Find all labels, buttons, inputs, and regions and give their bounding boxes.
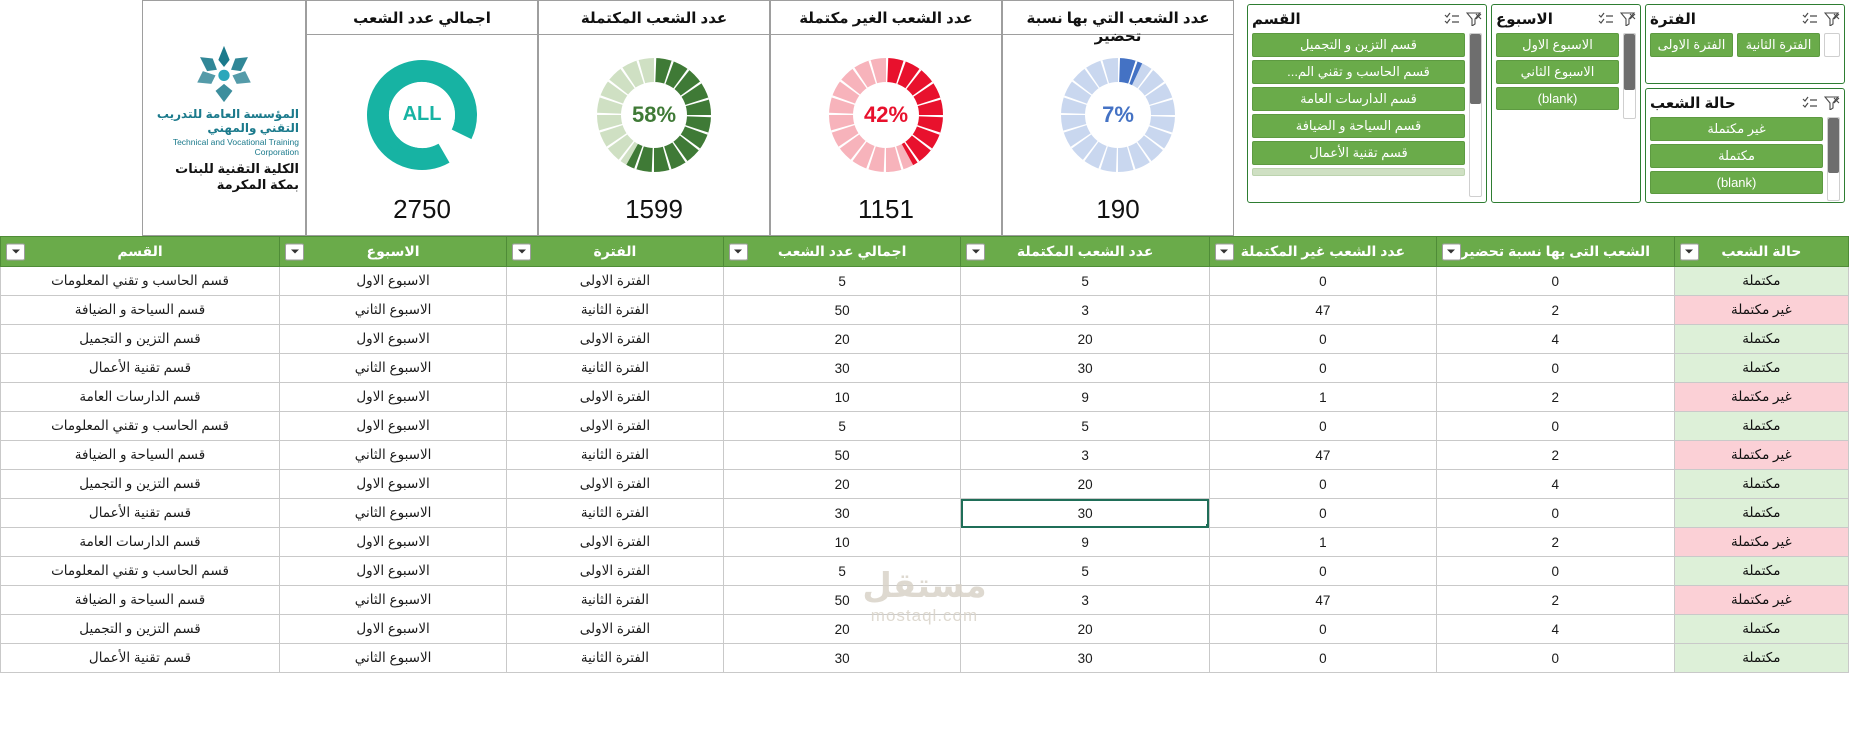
donut-uncompleted	[827, 56, 945, 174]
cell-week[interactable]: الاسبوع الاول	[280, 325, 507, 354]
cell-period[interactable]: الفترة الاولى	[507, 470, 724, 499]
cell-attendance[interactable]: 0	[1436, 499, 1674, 528]
cell-period[interactable]: الفترة الثانية	[507, 499, 724, 528]
cell-period[interactable]: الفترة الثانية	[507, 644, 724, 673]
column-header-department[interactable]	[1, 237, 280, 267]
clear-filter-icon[interactable]	[1620, 12, 1636, 26]
slicer-item-dept-6-partial[interactable]	[1252, 168, 1465, 176]
slicer-item-period-2[interactable]: الفترة الثانية	[1737, 33, 1820, 57]
cell-total[interactable]: 30	[723, 499, 961, 528]
slicer-period-items	[1650, 33, 1840, 57]
cell-status[interactable]: مكتملة	[1674, 354, 1848, 383]
table-row[interactable]	[1, 528, 1849, 557]
cell-department[interactable]: قسم التزين و التجميل	[1, 615, 280, 644]
cell-period[interactable]: الفترة الاولى	[507, 383, 724, 412]
cell-attendance[interactable]: 4	[1436, 325, 1674, 354]
cell-status[interactable]: غير مكتملة	[1674, 296, 1848, 325]
cell-period[interactable]: الفترة الثانية	[507, 354, 724, 383]
kpi-completed-total: 1599	[625, 194, 683, 224]
table-row[interactable]	[1, 615, 1849, 644]
multi-select-icon[interactable]	[1802, 12, 1818, 26]
slicer-item-status-3[interactable]: (blank)	[1650, 171, 1823, 194]
cell-attendance[interactable]: 2	[1436, 383, 1674, 412]
kpi-attendance-sections	[1002, 0, 1234, 236]
slicer-item-status-2[interactable]: مكتملة	[1650, 144, 1823, 168]
cell-uncompleted[interactable]: 47	[1209, 586, 1436, 615]
cell-department[interactable]: قسم الحاسب و تقني المعلومات	[1, 557, 280, 586]
cell-uncompleted[interactable]: 0	[1209, 354, 1436, 383]
slicer-department[interactable]	[1247, 4, 1487, 203]
cell-attendance[interactable]: 0	[1436, 557, 1674, 586]
column-header-attendance[interactable]	[1436, 237, 1674, 267]
cell-attendance[interactable]: 2	[1436, 441, 1674, 470]
donut-uncompleted-center: 42%	[853, 82, 919, 148]
cell-completed[interactable]: 9	[961, 528, 1209, 557]
slicer-item-dept-2[interactable]: قسم الحاسب و تقني الم...	[1252, 60, 1465, 84]
cell-period[interactable]: الفترة الثانية	[507, 296, 724, 325]
slicer-status-header	[1650, 92, 1840, 114]
cell-total[interactable]: 5	[723, 557, 961, 586]
column-header-status[interactable]	[1674, 237, 1848, 267]
cell-uncompleted[interactable]: 0	[1209, 325, 1436, 354]
cell-week[interactable]: الاسبوع الثاني	[280, 499, 507, 528]
cell-completed[interactable]: 20	[961, 615, 1209, 644]
slicer-period-scrollbar[interactable]	[1824, 33, 1840, 57]
kpi-completed-title: عدد الشعب المكتملة	[539, 1, 769, 35]
cell-completed[interactable]: 5	[961, 557, 1209, 586]
kpi-attendance-chart	[1059, 35, 1177, 194]
kpi-uncompleted-total: 1151	[858, 194, 914, 224]
donut-attendance-center: 7%	[1085, 82, 1151, 148]
cell-period[interactable]: الفترة الاولى	[507, 615, 724, 644]
cell-total[interactable]: 20	[723, 615, 961, 644]
multi-select-icon[interactable]	[1598, 12, 1614, 26]
column-label-week: الاسبوع	[366, 243, 420, 259]
table-row[interactable]	[1, 499, 1849, 528]
cell-status[interactable]: غير مكتملة	[1674, 586, 1848, 615]
donut-completed	[595, 56, 713, 174]
cell-status[interactable]: مكتملة	[1674, 267, 1848, 296]
multi-select-icon[interactable]	[1444, 12, 1460, 26]
table-row[interactable]	[1, 354, 1849, 383]
kpi-total-title: اجمالي عدد الشعب	[307, 1, 537, 35]
cell-status[interactable]: مكتملة	[1674, 615, 1848, 644]
table-row[interactable]	[1, 383, 1849, 412]
cell-total[interactable]: 5	[723, 267, 961, 296]
donut-completed-center: 58%	[621, 82, 687, 148]
cell-completed[interactable]: 30	[961, 644, 1209, 673]
cell-attendance[interactable]: 2	[1436, 586, 1674, 615]
clear-filter-icon[interactable]	[1824, 12, 1840, 26]
slicer-period[interactable]	[1645, 4, 1845, 84]
watermark-line1: مستقل	[862, 567, 987, 605]
multi-select-icon[interactable]	[1802, 96, 1818, 110]
slicer-item-dept-1[interactable]: قسم التزين و التجميل	[1252, 33, 1465, 57]
cell-completed[interactable]: 30	[961, 354, 1209, 383]
table-row[interactable]	[1, 586, 1849, 615]
filter-button-completed[interactable]	[966, 243, 985, 260]
cell-attendance[interactable]: 0	[1436, 354, 1674, 383]
cell-period[interactable]: الفترة الاولى	[507, 412, 724, 441]
clear-filter-icon[interactable]	[1824, 96, 1840, 110]
cell-uncompleted[interactable]: 0	[1209, 267, 1436, 296]
cell-department[interactable]: قسم تقنية الأعمال	[1, 354, 280, 383]
cell-status[interactable]: مكتملة	[1674, 499, 1848, 528]
slicer-department-icons[interactable]	[1444, 12, 1482, 26]
cell-total[interactable]: 50	[723, 441, 961, 470]
cell-department[interactable]: قسم الحاسب و تقني المعلومات	[1, 267, 280, 296]
cell-status[interactable]: غير مكتملة	[1674, 383, 1848, 412]
column-label-uncompleted: عدد الشعب غير المكتملة	[1240, 243, 1406, 259]
logo-org-en: Technical and Vocational Training Corporation	[172, 137, 299, 157]
cell-status[interactable]: مكتملة	[1674, 325, 1848, 354]
kpi-uncompleted-title: عدد الشعب الغير مكتملة	[771, 1, 1001, 35]
slicer-week-header	[1496, 8, 1636, 30]
cell-completed[interactable]: 5	[961, 412, 1209, 441]
clear-filter-icon[interactable]	[1466, 12, 1482, 26]
column-header-uncompleted[interactable]	[1209, 237, 1436, 267]
cell-total[interactable]: 30	[723, 644, 961, 673]
table-body	[1, 267, 1849, 673]
cell-completed[interactable]: 3	[961, 441, 1209, 470]
cell-uncompleted[interactable]: 0	[1209, 412, 1436, 441]
cell-status[interactable]: مكتملة	[1674, 644, 1848, 673]
cell-completed[interactable]: 3	[961, 296, 1209, 325]
cell-department[interactable]: قسم تقنية الأعمال	[1, 499, 280, 528]
watermark-line2: mostaql.com	[870, 606, 979, 625]
slicer-week[interactable]	[1491, 4, 1641, 203]
cell-period[interactable]: الفترة الثانية	[507, 441, 724, 470]
cell-week[interactable]: الاسبوع الاول	[280, 383, 507, 412]
cell-department[interactable]: قسم الدارسات العامة	[1, 383, 280, 412]
column-header-total[interactable]	[723, 237, 961, 267]
cell-uncompleted[interactable]: 1	[1209, 528, 1436, 557]
cell-week[interactable]: الاسبوع الثاني	[280, 441, 507, 470]
cell-status[interactable]: غير مكتملة	[1674, 441, 1848, 470]
cell-department[interactable]: قسم التزين و التجميل	[1, 325, 280, 354]
filter-button-department[interactable]	[6, 243, 25, 260]
cell-department[interactable]: قسم تقنية الأعمال	[1, 644, 280, 673]
kpi-uncompleted-sections	[770, 0, 1002, 236]
slicer-status-scrollbar[interactable]	[1827, 117, 1840, 201]
logo-org-ar: المؤسسة العامة للتدريب التقني والمهني	[156, 107, 299, 135]
slicer-group	[1234, 0, 1849, 236]
slicer-department-scrollbar[interactable]	[1469, 33, 1482, 197]
cell-attendance[interactable]: 0	[1436, 267, 1674, 296]
kpi-attendance-total: 190	[1096, 194, 1140, 224]
table-row[interactable]	[1, 325, 1849, 354]
cell-completed[interactable]: 30	[961, 499, 1209, 528]
column-label-period: الفترة	[593, 243, 637, 259]
cell-total[interactable]: 50	[723, 586, 961, 615]
donut-total-center: ALL	[389, 82, 455, 148]
cell-total[interactable]: 5	[723, 412, 961, 441]
donut-total	[363, 56, 481, 174]
cell-uncompleted[interactable]: 47	[1209, 441, 1436, 470]
organization-logo-card	[142, 0, 306, 236]
cell-total[interactable]: 30	[723, 354, 961, 383]
filter-button-week[interactable]	[285, 243, 304, 260]
column-label-status: حالة الشعب	[1721, 243, 1802, 259]
slicer-week-title: الاسبوع	[1496, 11, 1553, 28]
column-header-completed[interactable]	[961, 237, 1209, 267]
table-row[interactable]	[1, 412, 1849, 441]
cell-period[interactable]: الفترة الثانية	[507, 586, 724, 615]
cell-uncompleted[interactable]: 47	[1209, 296, 1436, 325]
column-header-period[interactable]	[507, 237, 724, 267]
column-label-completed: عدد الشعب المكتملة	[1016, 243, 1154, 259]
cell-uncompleted[interactable]: 0	[1209, 470, 1436, 499]
cell-period[interactable]: الفترة الاولى	[507, 528, 724, 557]
cell-department[interactable]: قسم السياحة و الضيافة	[1, 296, 280, 325]
cell-week[interactable]: الاسبوع الاول	[280, 557, 507, 586]
cell-department[interactable]: قسم التزين و التجميل	[1, 470, 280, 499]
slicer-item-week-1[interactable]: الاسبوع الاول	[1496, 33, 1619, 57]
cell-uncompleted[interactable]: 0	[1209, 615, 1436, 644]
column-label-department: القسم	[117, 243, 163, 259]
slicer-status-title: حالة الشعب	[1650, 95, 1736, 112]
cell-attendance[interactable]: 2	[1436, 528, 1674, 557]
cell-completed[interactable]: 9	[961, 383, 1209, 412]
cell-period[interactable]: الفترة الاولى	[507, 267, 724, 296]
slicer-week-scrollbar[interactable]	[1623, 33, 1636, 119]
table-header-row	[1, 237, 1849, 267]
cell-department[interactable]: قسم الدارسات العامة	[1, 528, 280, 557]
slicer-item-dept-4[interactable]: قسم السياحة و الضيافة	[1252, 114, 1465, 138]
slicer-item-dept-3[interactable]: قسم الدارسات العامة	[1252, 87, 1465, 111]
cell-status[interactable]: مكتملة	[1674, 412, 1848, 441]
kpi-completed-sections	[538, 0, 770, 236]
slicer-item-period-1[interactable]: الفترة الاولى	[1650, 33, 1733, 57]
cell-status[interactable]: مكتملة	[1674, 557, 1848, 586]
filter-button-period[interactable]	[512, 243, 531, 260]
filter-button-total[interactable]	[729, 243, 748, 260]
slicer-period-header	[1650, 8, 1840, 30]
slicer-department-header	[1252, 8, 1482, 30]
cell-uncompleted[interactable]: 1	[1209, 383, 1436, 412]
cell-attendance[interactable]: 4	[1436, 615, 1674, 644]
tvtc-logo-icon	[188, 43, 260, 105]
top-panel	[0, 0, 1849, 236]
cell-week[interactable]: الاسبوع الثاني	[280, 354, 507, 383]
cell-attendance[interactable]: 2	[1436, 296, 1674, 325]
cell-period[interactable]: الفترة الاولى	[507, 325, 724, 354]
table-row[interactable]	[1, 470, 1849, 499]
cell-week[interactable]: الاسبوع الثاني	[280, 296, 507, 325]
cell-completed[interactable]: 20	[961, 325, 1209, 354]
logo-college-ar: الكلية التقنية للبنات بمكة المكرمة	[175, 161, 299, 192]
table-row[interactable]	[1, 267, 1849, 296]
kpi-total-value: 2750	[393, 194, 451, 224]
cell-week[interactable]: الاسبوع الثاني	[280, 644, 507, 673]
cell-status[interactable]: غير مكتملة	[1674, 528, 1848, 557]
cell-total[interactable]: 20	[723, 325, 961, 354]
cell-attendance[interactable]: 4	[1436, 470, 1674, 499]
cell-total[interactable]: 10	[723, 383, 961, 412]
cell-completed[interactable]: 3	[961, 586, 1209, 615]
cell-uncompleted[interactable]: 0	[1209, 499, 1436, 528]
table-row[interactable]	[1, 644, 1849, 673]
slicer-status-icons[interactable]	[1802, 96, 1840, 110]
data-table	[0, 236, 1849, 673]
column-label-total: اجمالي عدد الشعب	[777, 243, 907, 259]
column-header-week[interactable]	[280, 237, 507, 267]
slicer-item-week-3[interactable]: (blank)	[1496, 87, 1619, 110]
slicer-period-icons[interactable]	[1802, 12, 1840, 26]
kpi-uncompleted-chart	[827, 35, 945, 194]
kpi-completed-chart	[595, 35, 713, 194]
table-row[interactable]	[1, 441, 1849, 470]
cell-week[interactable]: الاسبوع الاول	[280, 412, 507, 441]
cell-completed[interactable]: 5	[961, 267, 1209, 296]
cell-week[interactable]: الاسبوع الاول	[280, 470, 507, 499]
cell-status[interactable]: مكتملة	[1674, 470, 1848, 499]
table-row[interactable]	[1, 557, 1849, 586]
filter-button-status[interactable]	[1680, 243, 1699, 260]
slicer-week-icons[interactable]	[1598, 12, 1636, 26]
slicer-item-status-1[interactable]: غير مكتملة	[1650, 117, 1823, 141]
cell-uncompleted[interactable]: 0	[1209, 557, 1436, 586]
slicer-section-status[interactable]	[1645, 88, 1845, 203]
kpi-attendance-title: عدد الشعب التي بها نسبة تحضير	[1003, 1, 1233, 35]
column-label-attendance: الشعب التى بها نسبة تحضير	[1460, 243, 1651, 259]
cell-total[interactable]: 10	[723, 528, 961, 557]
cell-week[interactable]: الاسبوع الاول	[280, 528, 507, 557]
filter-button-uncompleted[interactable]	[1215, 243, 1234, 260]
cell-total[interactable]: 50	[723, 296, 961, 325]
kpi-total-chart	[363, 35, 481, 194]
cell-week[interactable]: الاسبوع الاول	[280, 615, 507, 644]
cell-week[interactable]: الاسبوع الثاني	[280, 586, 507, 615]
filter-button-attendance[interactable]	[1442, 243, 1461, 260]
slicer-item-week-2[interactable]: الاسبوع الثاني	[1496, 60, 1619, 84]
slicer-department-title: القسم	[1252, 11, 1301, 28]
donut-attendance	[1059, 56, 1177, 174]
table-row[interactable]	[1, 296, 1849, 325]
kpi-total-sections	[306, 0, 538, 236]
cell-attendance[interactable]: 0	[1436, 412, 1674, 441]
cell-department[interactable]: قسم الحاسب و تقني المعلومات	[1, 412, 280, 441]
slicer-period-title: الفترة	[1650, 11, 1696, 28]
cell-week[interactable]: الاسبوع الاول	[280, 267, 507, 296]
cell-period[interactable]: الفترة الاولى	[507, 557, 724, 586]
cell-department[interactable]: قسم السياحة و الضيافة	[1, 586, 280, 615]
cell-attendance[interactable]: 0	[1436, 644, 1674, 673]
cell-department[interactable]: قسم السياحة و الضيافة	[1, 441, 280, 470]
cell-completed[interactable]: 20	[961, 470, 1209, 499]
slicer-item-dept-5[interactable]: قسم تقنية الأعمال	[1252, 141, 1465, 165]
cell-uncompleted[interactable]: 0	[1209, 644, 1436, 673]
cell-total[interactable]: 20	[723, 470, 961, 499]
